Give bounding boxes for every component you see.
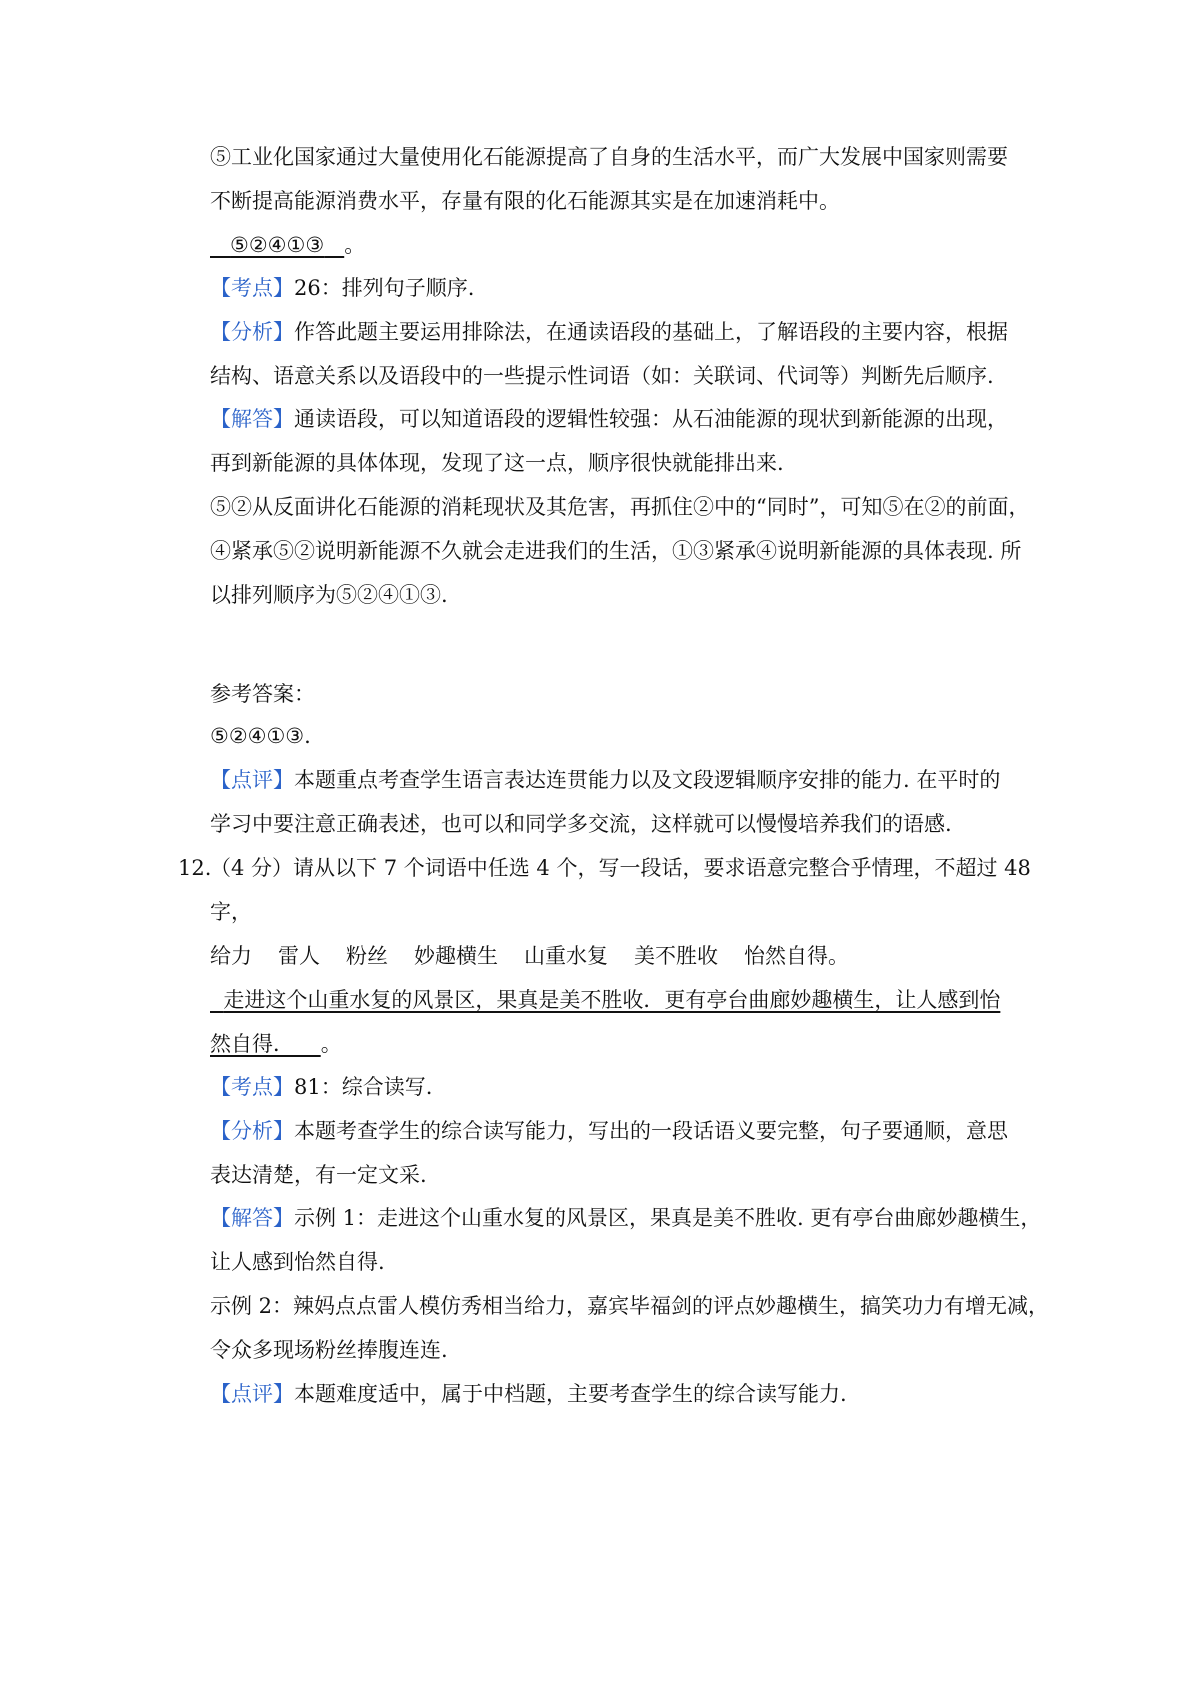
q12-answer-line-2: 然自得． 。 xyxy=(210,1032,342,1056)
dianping-tag: 【点评】 xyxy=(210,1382,294,1406)
q11-dianping-line-2: 学习中要注意正确表述，也可以和同学多交流，这样就可以慢慢培养我们的语感. xyxy=(210,812,952,836)
q11-jieda-line-5: 以排列顺序为⑤②④①③. xyxy=(210,583,448,607)
dianping-tag: 【点评】 xyxy=(210,768,294,792)
q11-jieda-line-3: ⑤②从反面讲化石能源的消耗现状及其危害，再抓住②中的“同时”，可知⑤在②的前面， xyxy=(210,495,1030,519)
q11-fenxi-line-1: 【分析】作答此题主要运用排除法，在通读语段的基础上，了解语段的主要内容，根据 xyxy=(210,320,1008,344)
q11-jieda-line-2: 再到新能源的具体体现，发现了这一点，顺序很快就能排出来. xyxy=(210,451,784,475)
q11-fenxi-line-2: 结构、语意关系以及语段中的一些提示性词语（如：关联词、代词等）判断先后顺序. xyxy=(210,364,994,388)
kaodian-tag: 【考点】 xyxy=(210,276,294,300)
q12-number: 12. xyxy=(178,856,212,880)
q11-answer-line: ⑤②④①③ 。 xyxy=(210,230,365,260)
sentence-5-line-1: ⑤工业化国家通过大量使用化石能源提高了自身的生活水平，而广大发展中国家则需要 xyxy=(210,145,1008,169)
q12-word-list xyxy=(210,941,849,971)
jieda-tag: 【解答】 xyxy=(210,407,294,431)
q11-dianping-line-1: 【点评】本题重点考查学生语言表达连贯能力以及文段逻辑顺序安排的能力. 在平时的 xyxy=(210,768,1001,792)
fenxi-tag: 【分析】 xyxy=(210,1119,294,1143)
q11-answer-blank: ⑤②④①③ xyxy=(230,233,325,257)
q12-dianping: 【点评】本题难度适中，属于中档题，主要考查学生的综合读写能力. xyxy=(210,1382,847,1406)
word-item: 雷人 xyxy=(278,944,320,968)
q12-fenxi-line-2: 表达清楚，有一定文采. xyxy=(210,1163,427,1187)
q11-jieda-line-4: ④紧承⑤②说明新能源不久就会走进我们的生活，①③紧承④说明新能源的具体表现. 所 xyxy=(210,539,1022,563)
reference-answer: ⑤②④①③. xyxy=(210,724,311,748)
jieda-tag: 【解答】 xyxy=(210,1206,294,1230)
q12-answer-line-1: 走进这个山重水复的风景区，果真是美不胜收．更有亭台曲廊妙趣横生，让人感到怡 xyxy=(223,988,1001,1012)
word-item: 山重水复 xyxy=(524,944,608,968)
q12-fenxi-line-1: 【分析】本题考查学生的综合读写能力，写出的一段话语义要完整，句子要通顺，意思 xyxy=(210,1119,1008,1143)
fenxi-tag: 【分析】 xyxy=(210,320,294,344)
q12-jieda-line-2: 让人感到怡然自得. xyxy=(210,1250,385,1274)
word-item: 妙趣横生 xyxy=(414,944,498,968)
sentence-5-line-2: 不断提高能源消费水平，存量有限的化石能源其实是在加速消耗中。 xyxy=(210,189,840,213)
q12-stem-line-1: （4 分）请从以下 7 个词语中任选 4 个，写一段话，要求语意完整合乎情理，不超过 48 xyxy=(210,856,1031,880)
q12-kaodian: 【考点】81：综合读写. xyxy=(210,1075,433,1099)
word-item: 给力 xyxy=(210,944,252,968)
reference-answer-label: 参考答案： xyxy=(210,682,315,706)
q12-jieda-line-1: 【解答】示例 1：走进这个山重水复的风景区，果真是美不胜收. 更有亭台曲廊妙趣横生， xyxy=(210,1206,1042,1230)
q11-kaodian: 【考点】26：排列句子顺序. xyxy=(210,276,475,300)
word-item: 粉丝 xyxy=(346,944,388,968)
q12-jieda-line-4: 令众多现场粉丝捧腹连连. xyxy=(210,1338,448,1362)
word-item: 美不胜收 xyxy=(634,944,718,968)
q12-stem-line-2: 字， xyxy=(210,900,252,924)
word-item: 怡然自得。 xyxy=(744,944,849,968)
kaodian-tag: 【考点】 xyxy=(210,1075,294,1099)
q11-jieda-line-1: 【解答】通读语段，可以知道语段的逻辑性较强：从石油能源的现状到新能源的出现， xyxy=(210,407,1008,431)
q12-jieda-line-3: 示例 2：辣妈点点雷人模仿秀相当给力，嘉宾毕福剑的评点妙趣横生，搞笑功力有增无减， xyxy=(210,1294,1050,1318)
